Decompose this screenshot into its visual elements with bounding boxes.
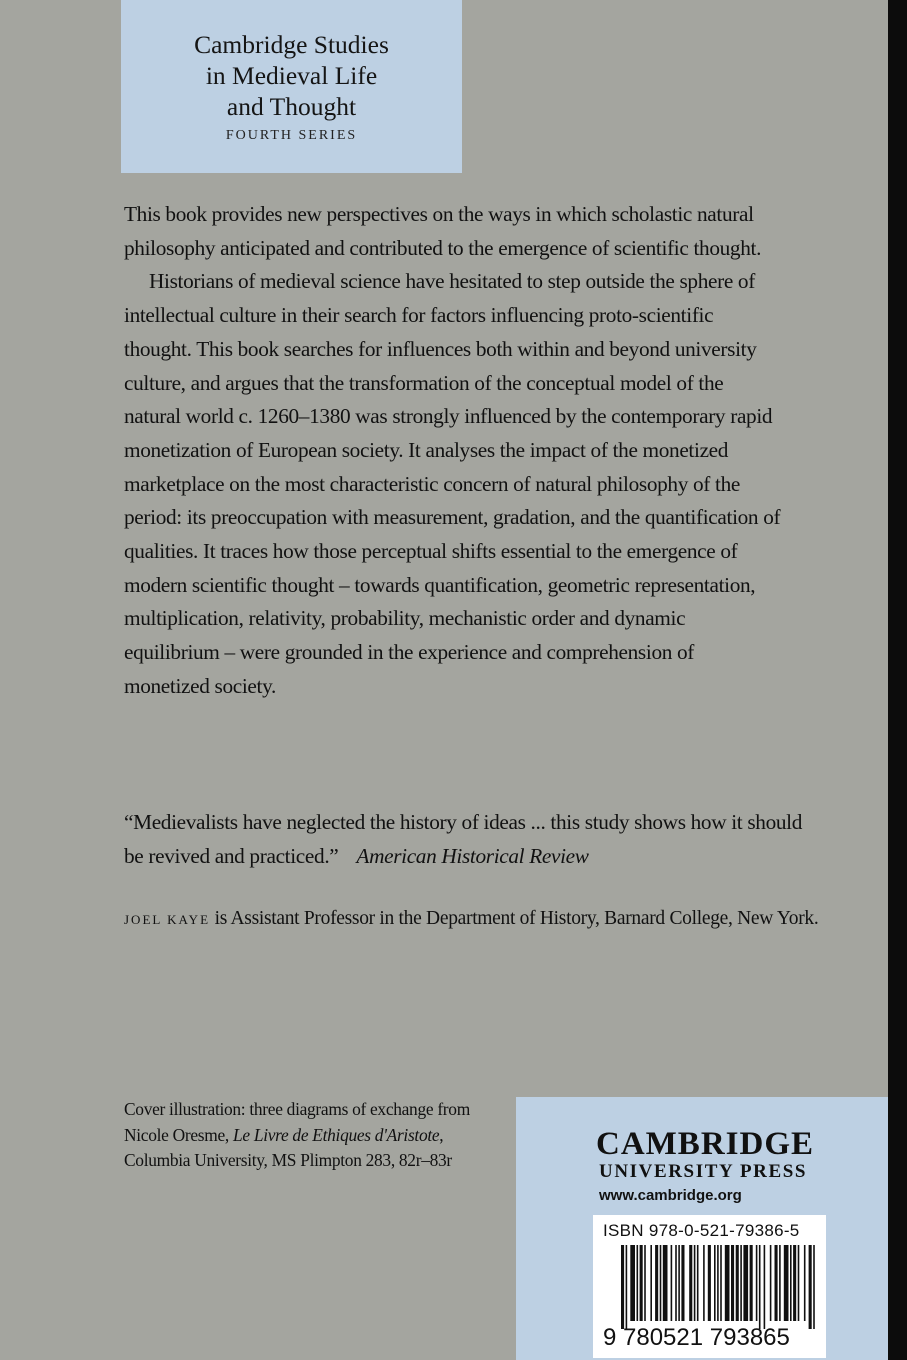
barcode-bar — [714, 1245, 716, 1321]
barcode-bar — [708, 1245, 711, 1321]
barcode-bar — [671, 1245, 673, 1321]
series-subtitle: FOURTH SERIES — [225, 128, 358, 143]
barcode-digits: 9 780521 793865 — [603, 1324, 790, 1351]
barcode-bar — [621, 1245, 624, 1329]
barcode-bar — [678, 1245, 680, 1321]
series-title-line-2: in Medieval Life — [205, 61, 378, 90]
cover-illustration-credit — [124, 1097, 524, 1174]
barcode-bar — [779, 1245, 781, 1321]
credit-author: Nicole Oresme, — [124, 1124, 233, 1145]
description-paragraph-1: This book provides new perspectives on the ways in which scholastic natural philosophy anticipated and contributed to the emergence of scientific thought. — [124, 202, 762, 260]
series-panel — [121, 0, 462, 173]
credit-work-title: Le Livre de Ethiques d'Aristote — [232, 1124, 440, 1145]
barcode-bar — [756, 1245, 758, 1321]
barcode-bar — [703, 1245, 705, 1321]
barcode-label — [593, 1215, 826, 1358]
barcode-bar — [731, 1245, 734, 1321]
barcode-bar — [725, 1245, 730, 1321]
barcode-bar — [813, 1245, 815, 1329]
author-name: JOEL KAYE — [124, 912, 211, 927]
barcode-bar — [640, 1245, 643, 1321]
review-source: American Historical Review — [356, 843, 589, 868]
barcode-bar — [759, 1245, 761, 1329]
series-title-line-1: Cambridge Studies — [194, 30, 389, 59]
barcode-bar — [644, 1245, 646, 1321]
barcode-bar — [770, 1245, 772, 1321]
author-bio-text: is Assistant Professor in the Department of History, Barnard College, New York. — [210, 908, 819, 929]
description-paragraph-2: Historians of medieval science have hesitated to step outside the sphere of intellectual culture in their search for factors influencing proto-scientific thought. This book searches for influences both within and beyond university culture, and argues that the transformation of the conceptual model of the natural world c. 1260–1380 was strongly influenced by the contemporary rapid monetization of European society. It analyses the impact of the monetized marketplace on the most characteristic concern of natural philosophy of the period: its preoccupation with measurement, gradation, and the quantification of qualities. It traces how those perceptual shifts essential to the emergence of modern scientific thought – towards quantification, geometric representation, multiplication, relativity, probability, mechanistic order and dynamic equilibrium – were grounded in the experience and comprehension of monetized society. — [124, 269, 781, 698]
series-title-line-3: and Thought — [226, 92, 357, 121]
barcode-bar — [717, 1245, 719, 1321]
credit-comma: , — [439, 1124, 444, 1145]
publisher-press: UNIVERSITY PRESS — [599, 1161, 808, 1182]
barcode-bar — [809, 1245, 812, 1329]
spine-edge — [888, 0, 907, 1360]
book-description — [124, 198, 784, 704]
publisher-url: www.cambridge.org — [599, 1187, 742, 1204]
author-bio — [124, 904, 824, 935]
barcode-bar — [689, 1245, 692, 1321]
review-quote — [124, 806, 824, 873]
credit-line-1: Cover illustration: three diagrams of exchange from — [124, 1099, 470, 1119]
barcode-bar — [764, 1245, 766, 1329]
review-quote-text: “Medievalists have neglected the history of ideas ... this study shows how it should be revived and practiced.” — [124, 810, 803, 868]
isbn-number: ISBN 978-0-521-79386-5 — [603, 1221, 800, 1240]
barcode-bar — [750, 1245, 753, 1321]
barcode-bar — [697, 1245, 699, 1321]
barcode-bar — [630, 1245, 635, 1321]
barcode-bar — [650, 1245, 652, 1321]
barcode-bar — [675, 1245, 677, 1321]
credit-line-3: Columbia University, MS Plimpton 283, 82r–83r — [124, 1150, 452, 1170]
barcode-bar — [626, 1245, 628, 1329]
series-title — [121, 29, 462, 122]
barcode-bar — [804, 1245, 806, 1321]
barcode-bar — [663, 1245, 668, 1321]
barcode-bar — [793, 1245, 796, 1321]
barcode-bar — [798, 1245, 800, 1321]
publisher-name: CAMBRIDGE — [596, 1126, 815, 1162]
barcode-bar — [743, 1245, 748, 1321]
publisher-panel — [516, 1097, 888, 1360]
barcode-bar — [660, 1245, 662, 1321]
barcode-bar — [790, 1245, 792, 1321]
barcode-bar — [655, 1245, 658, 1321]
barcode-bar — [740, 1245, 742, 1321]
barcode-bar — [736, 1245, 739, 1321]
barcode-bar — [681, 1245, 684, 1321]
barcode-bar — [720, 1245, 722, 1321]
barcode-bar — [694, 1245, 696, 1321]
barcode-bar — [784, 1245, 789, 1321]
barcode-bar — [637, 1245, 639, 1321]
credit-line-2 — [124, 1123, 524, 1149]
barcode-bar — [775, 1245, 778, 1321]
